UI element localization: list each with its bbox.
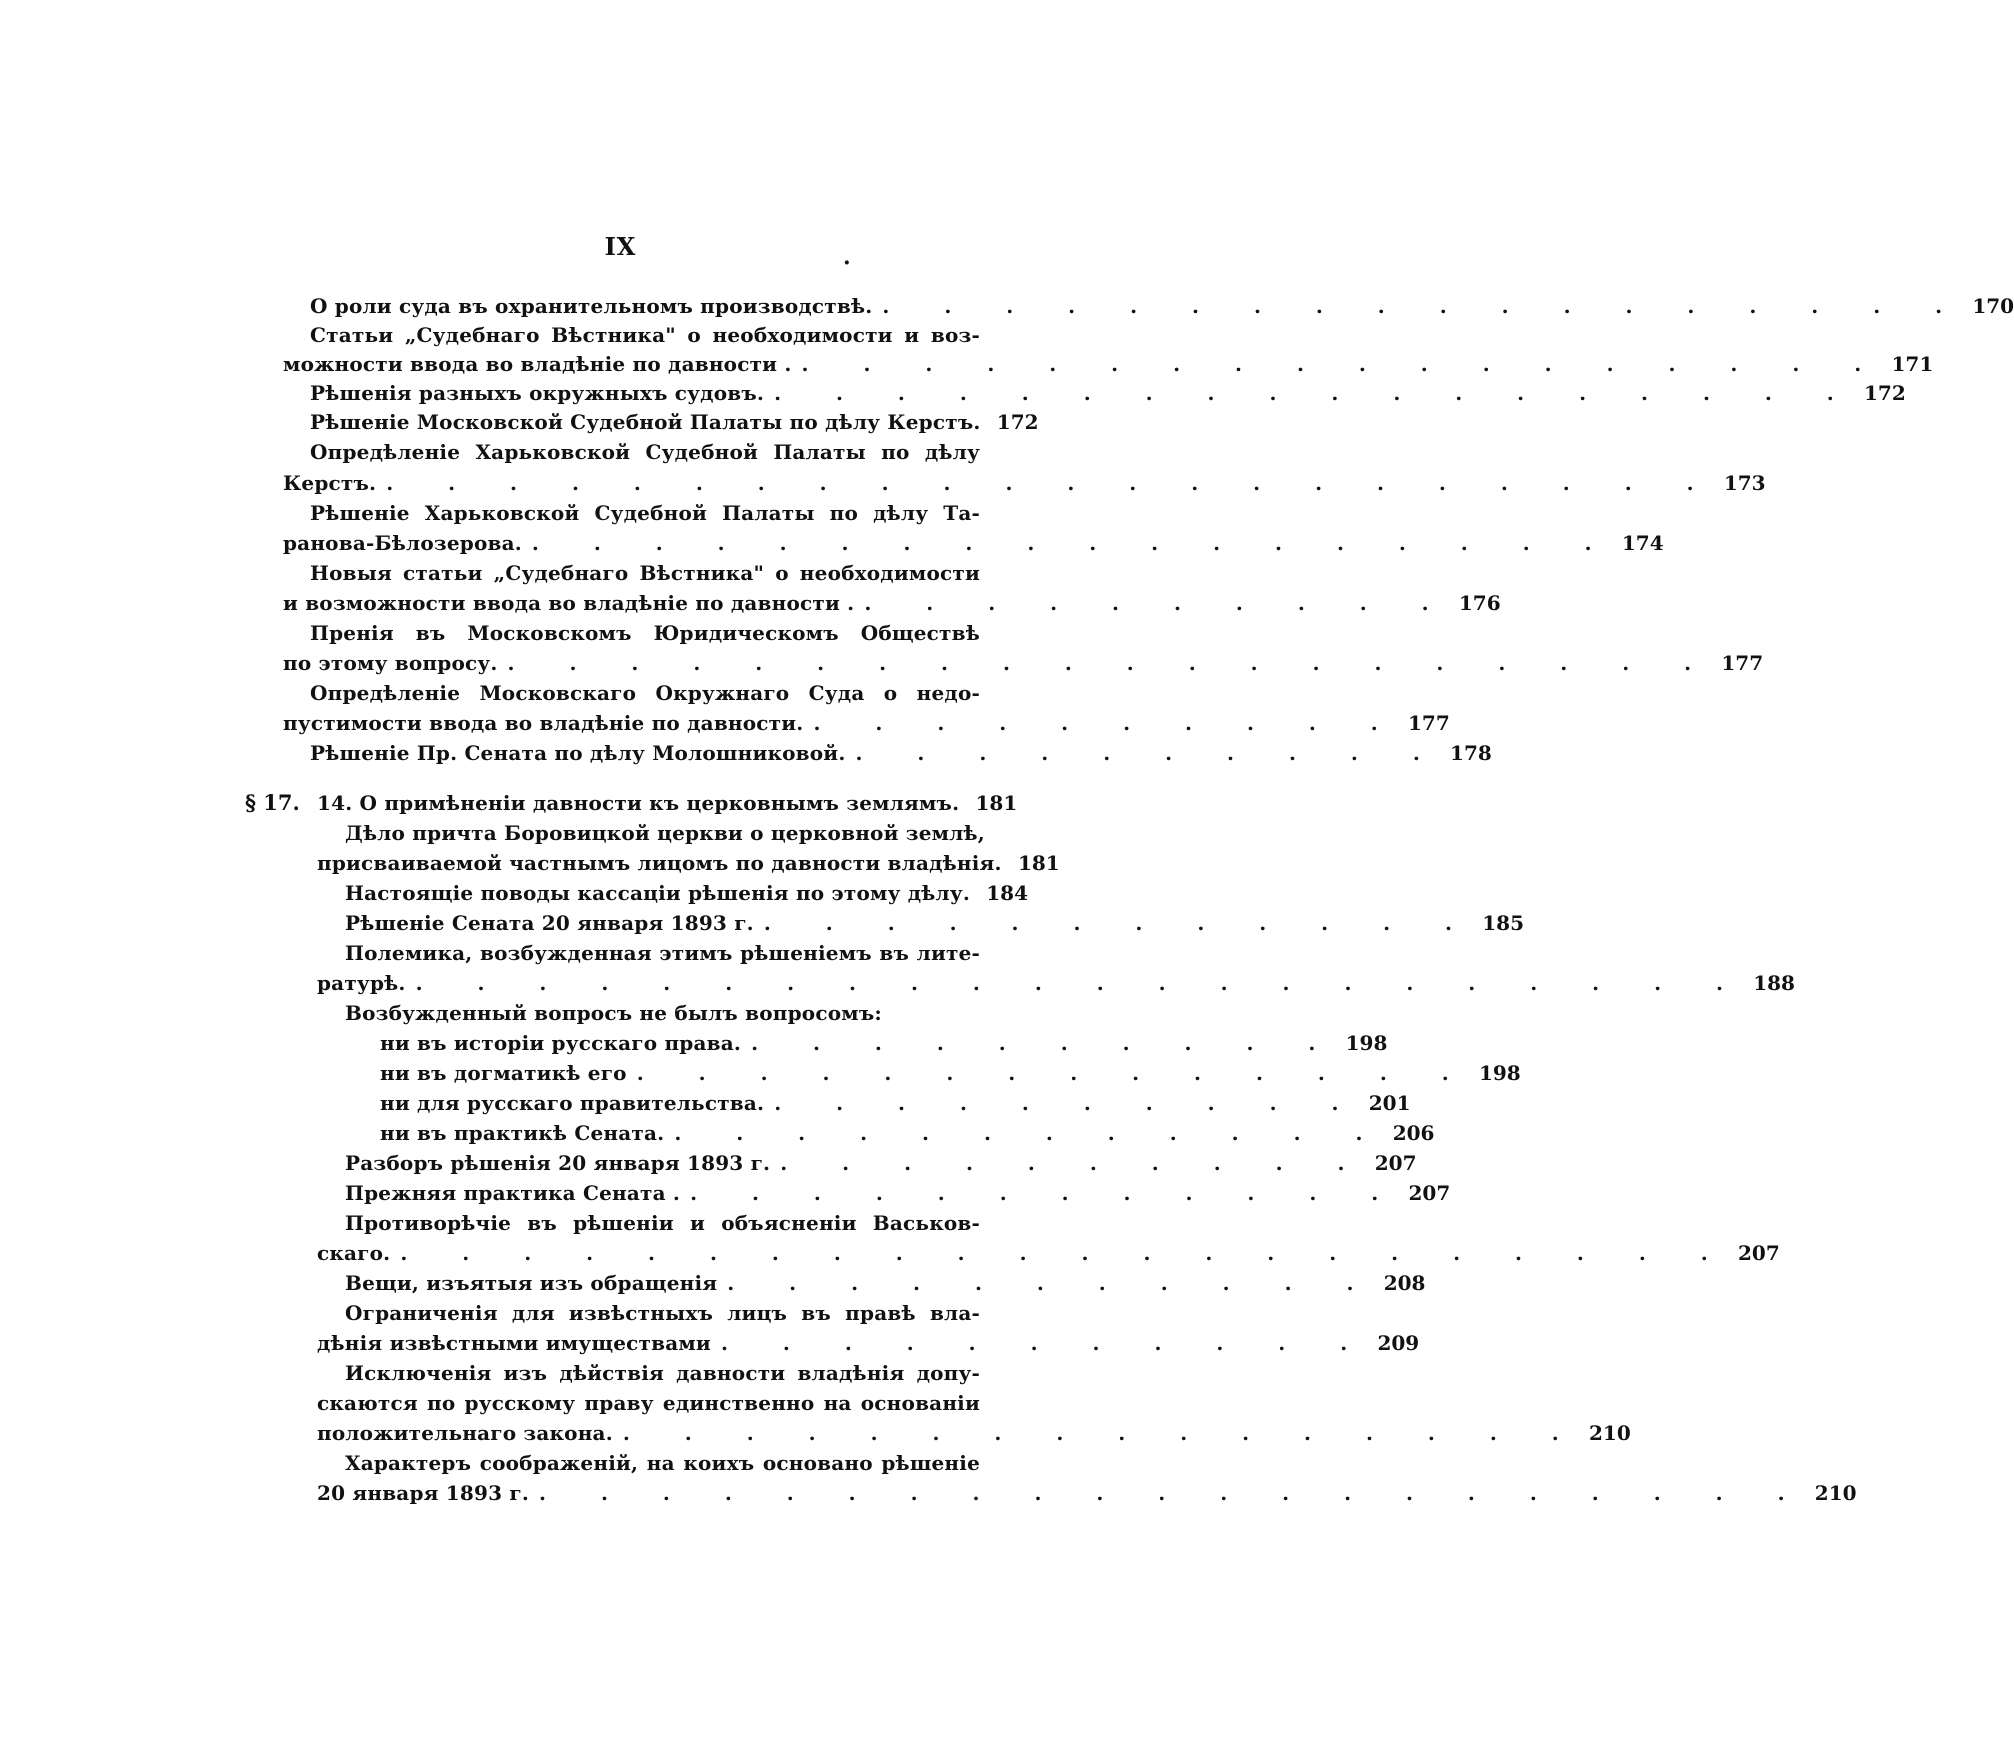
toc-entry: [310, 558, 980, 588]
toc-entry-page: 207: [1408, 1181, 1451, 1205]
toc-entry: [380, 1058, 1521, 1088]
toc-entry: [310, 678, 980, 708]
toc-entry: [310, 618, 980, 648]
leader-dots: . . . . . . . . . .: [864, 591, 1453, 615]
toc-entry-page: 201: [1368, 1091, 1411, 1115]
leader-dots: . . . . . . . . . . . . . . . . . . . . .: [539, 1481, 1809, 1505]
toc-entry-page: 210: [1588, 1421, 1631, 1445]
toc-entry: [317, 1388, 980, 1418]
toc-entry-text: Возбужденный вопросъ не былъ вопросомъ:: [345, 1001, 882, 1025]
toc-entry-text: Рѣшеніе Харьковской Судебной Палаты по дѣлу Та-: [310, 501, 980, 525]
toc-entry-text: Вещи, изъятыя изъ обращенія: [345, 1271, 718, 1295]
toc-entry-text: Новыя статьи „Судебнаго Вѣстника" о необходимости: [310, 561, 980, 585]
toc-entry-text: по этому вопросу.: [283, 651, 498, 675]
toc-entry: [345, 1178, 1451, 1208]
toc-entry-page: 207: [1738, 1241, 1780, 1265]
toc-entry-text: Пренія въ Московскомъ Юридическомъ Обществѣ: [310, 621, 980, 645]
leader-dots: . . . . . . . . . . . . . . . . . . . . . .: [400, 1241, 1732, 1265]
toc-entry: [317, 788, 1018, 818]
leader-dots: . . . . . . . . . .: [774, 1091, 1363, 1115]
toc-entry: [345, 1268, 1426, 1298]
toc-entry: [317, 848, 1060, 878]
toc-entry: [283, 349, 1934, 379]
toc-entry: [345, 1448, 980, 1478]
toc-entry-text: Полемика, возбужденная этимъ рѣшеніемъ въ лите-: [345, 941, 980, 965]
toc-entry-page: 184: [986, 881, 1029, 905]
toc-entry-text: и возможности ввода во владѣніе по давности .: [283, 591, 855, 615]
leader-dots: . . . . . . . . . . . . . . . . . .: [882, 294, 1967, 318]
toc-entry: [283, 528, 1664, 558]
leader-dots: . . . . . . . . . .: [780, 1151, 1369, 1175]
toc-entry-text: ни для русскаго правительства.: [380, 1091, 765, 1115]
toc-entry: [345, 878, 1029, 908]
leader-dots: . . . . . . . . . . . .: [763, 911, 1476, 935]
toc-entry: [345, 908, 1524, 938]
toc-entry-text: Опредѣленіе Московскаго Окружнаго Суда о недо-: [310, 681, 980, 705]
toc-entry-text: ни въ догматикѣ его: [380, 1061, 627, 1085]
toc-entry-text: Рѣшеніе Пр. Сената по дѣлу Молошниковой.: [310, 741, 846, 765]
toc-entry: [317, 1418, 1631, 1448]
toc-entry-page: 209: [1377, 1331, 1420, 1355]
toc-entry: [317, 968, 1795, 998]
toc-entry-page: 172: [1864, 381, 1906, 405]
toc-entry: [310, 498, 980, 528]
toc-entry: [310, 378, 1906, 408]
toc-entry-page: 208: [1383, 1271, 1426, 1295]
toc-entry-page: 174: [1621, 531, 1664, 555]
toc-entry-text: Ограниченія для извѣстныхъ лицъ въ правѣ вла-: [345, 1301, 980, 1325]
toc-entry: [345, 1208, 980, 1238]
toc-entry-page: 207: [1374, 1151, 1417, 1175]
toc-entry-text: Рѣшеніе Московской Судебной Палаты по дѣлу Керстъ.: [310, 410, 981, 434]
toc-entry-text: Рѣшеніе Сената 20 января 1893 г.: [345, 911, 754, 935]
toc-entry-page: 198: [1345, 1031, 1388, 1055]
toc-entry-page: 177: [1408, 711, 1450, 735]
toc-entry-text: можности ввода во владѣніе по давности .: [283, 352, 792, 376]
leader-dots: . . . . . . . . . .: [855, 741, 1444, 765]
toc-entry-page: 170: [1972, 294, 2014, 318]
toc-entry-page: 172: [996, 410, 1039, 434]
toc-entry: [310, 437, 980, 467]
leader-dots: . . . . . . . . . . . . . . . . . .: [801, 352, 1886, 376]
leader-dots: . . . . . . . . . . . . . . . .: [622, 1421, 1583, 1445]
leader-dots: . . . . . . . . . .: [751, 1031, 1340, 1055]
toc-entry: [345, 938, 980, 968]
leader-dots: . . . . . . . . . . . .: [690, 1181, 1403, 1205]
toc-entry-page: 198: [1478, 1061, 1521, 1085]
leader-dots: . . . . . . . . . . .: [720, 1331, 1372, 1355]
leader-dots: . . . . . . . . . . . . . . . . . .: [774, 381, 1858, 405]
toc-entry: [283, 588, 1501, 618]
toc-entry-text: ранова-Бѣлозерова.: [283, 531, 522, 555]
leader-dots: . . . . . . . . . . .: [727, 1271, 1378, 1295]
toc-entry-text: ни въ исторіи русскаго права.: [380, 1031, 742, 1055]
toc-entry-page: 210: [1814, 1481, 1857, 1505]
leader-dots: . . . . . . . . . . . . . .: [636, 1061, 1473, 1085]
toc-entry: [317, 1478, 1857, 1508]
toc-entry: [380, 1028, 1388, 1058]
toc-entry-text: 14. О примѣненіи давности къ церковнымъ землямъ.: [317, 791, 960, 815]
toc-entry-text: Статьи „Судебнаго Вѣстника" о необходимости и воз-: [310, 323, 980, 347]
toc-entry-text: 20 января 1893 г.: [317, 1481, 530, 1505]
toc-entry-text: Настоящіе поводы кассаціи рѣшенія по этому дѣлу.: [345, 881, 971, 905]
toc-entry-text: ни въ практикѣ Сената.: [380, 1121, 665, 1145]
toc-entry: [380, 1118, 1435, 1148]
toc-entry: [283, 468, 1766, 498]
toc-entry-text: Разборъ рѣшенія 20 января 1893 г.: [345, 1151, 771, 1175]
toc-entry-page: 188: [1753, 971, 1795, 995]
toc-entry: [310, 291, 2014, 321]
toc-entry: [345, 1148, 1417, 1178]
toc-entry-page: 181: [1017, 851, 1060, 875]
leader-dots: . . . . . . . . . . . . . . . . . . . . . .: [415, 971, 1747, 995]
toc-entry-text: присваиваемой частнымъ лицомъ по давности владѣнія.: [317, 851, 1002, 875]
toc-entry-text: Прежняя практика Сената .: [345, 1181, 681, 1205]
toc-entry-page: 181: [975, 791, 1018, 815]
toc-entry: [283, 708, 1450, 738]
toc-entry-page: 171: [1891, 352, 1934, 376]
toc-entry-text: О роли суда въ охранительномъ производствѣ.: [310, 294, 873, 318]
toc-entry-text: Дѣло причта Боровицкой церкви о церковной землѣ,: [345, 821, 985, 845]
stray-dot: ·: [843, 250, 851, 276]
toc-entry-text: скаются по русскому праву единственно на основаніи: [317, 1391, 980, 1415]
toc-entry: [310, 738, 1492, 768]
toc-entry-text: Противорѣчіе въ рѣшеніи и объясненіи Васьков-: [345, 1211, 980, 1235]
toc-entry-page: 178: [1450, 741, 1492, 765]
toc-entry: [345, 1298, 980, 1328]
toc-entry-page: 206: [1392, 1121, 1435, 1145]
toc-entry-text: пустимости ввода во владѣніе по давности.: [283, 711, 804, 735]
toc-entry-text: Исключенія изъ дѣйствія давности владѣнія допу-: [345, 1361, 980, 1385]
leader-dots: . . . . . . . . . . . . . . . . . .: [531, 531, 1616, 555]
leader-dots: . . . . . . . . . . . .: [674, 1121, 1387, 1145]
leader-dots: . . . . . . . . . . . . . . . . . . . .: [507, 651, 1716, 675]
page-number: IX: [604, 232, 637, 261]
toc-entry-text: положительнаго закона.: [317, 1421, 613, 1445]
toc-entry: [380, 1088, 1411, 1118]
toc-entry-page: 173: [1723, 471, 1766, 495]
toc-entry-page: 176: [1458, 591, 1501, 615]
toc-entry-page: 177: [1721, 651, 1764, 675]
toc-entry: [345, 1358, 980, 1388]
toc-entry: [345, 998, 980, 1028]
toc-entry-text: Керстъ.: [283, 471, 377, 495]
toc-entry: [283, 648, 1764, 678]
toc-entry: [317, 1328, 1420, 1358]
toc-entry: [345, 818, 985, 848]
toc-entry-text: ратурѣ.: [317, 971, 406, 995]
toc-entry-text: скаго.: [317, 1241, 391, 1265]
toc-entry: [310, 320, 980, 350]
toc-entry-text: Опредѣленіе Харьковской Судебной Палаты по дѣлу: [310, 440, 980, 464]
toc-entry-page: 185: [1482, 911, 1524, 935]
leader-dots: . . . . . . . . . .: [813, 711, 1402, 735]
toc-entry: [317, 1238, 1780, 1268]
toc-entry: [310, 407, 1039, 437]
leader-dots: . . . . . . . . . . . . . . . . . . . . . .: [386, 471, 1718, 495]
toc-entry-text: Рѣшенія разныхъ окружныхъ судовъ.: [310, 381, 765, 405]
section-marker: § 17.: [245, 790, 300, 815]
toc-entry-text: Характеръ соображеній, на коихъ основано рѣшеніе: [345, 1451, 980, 1475]
toc-entry-text: дѣнія извѣстными имуществами: [317, 1331, 711, 1355]
